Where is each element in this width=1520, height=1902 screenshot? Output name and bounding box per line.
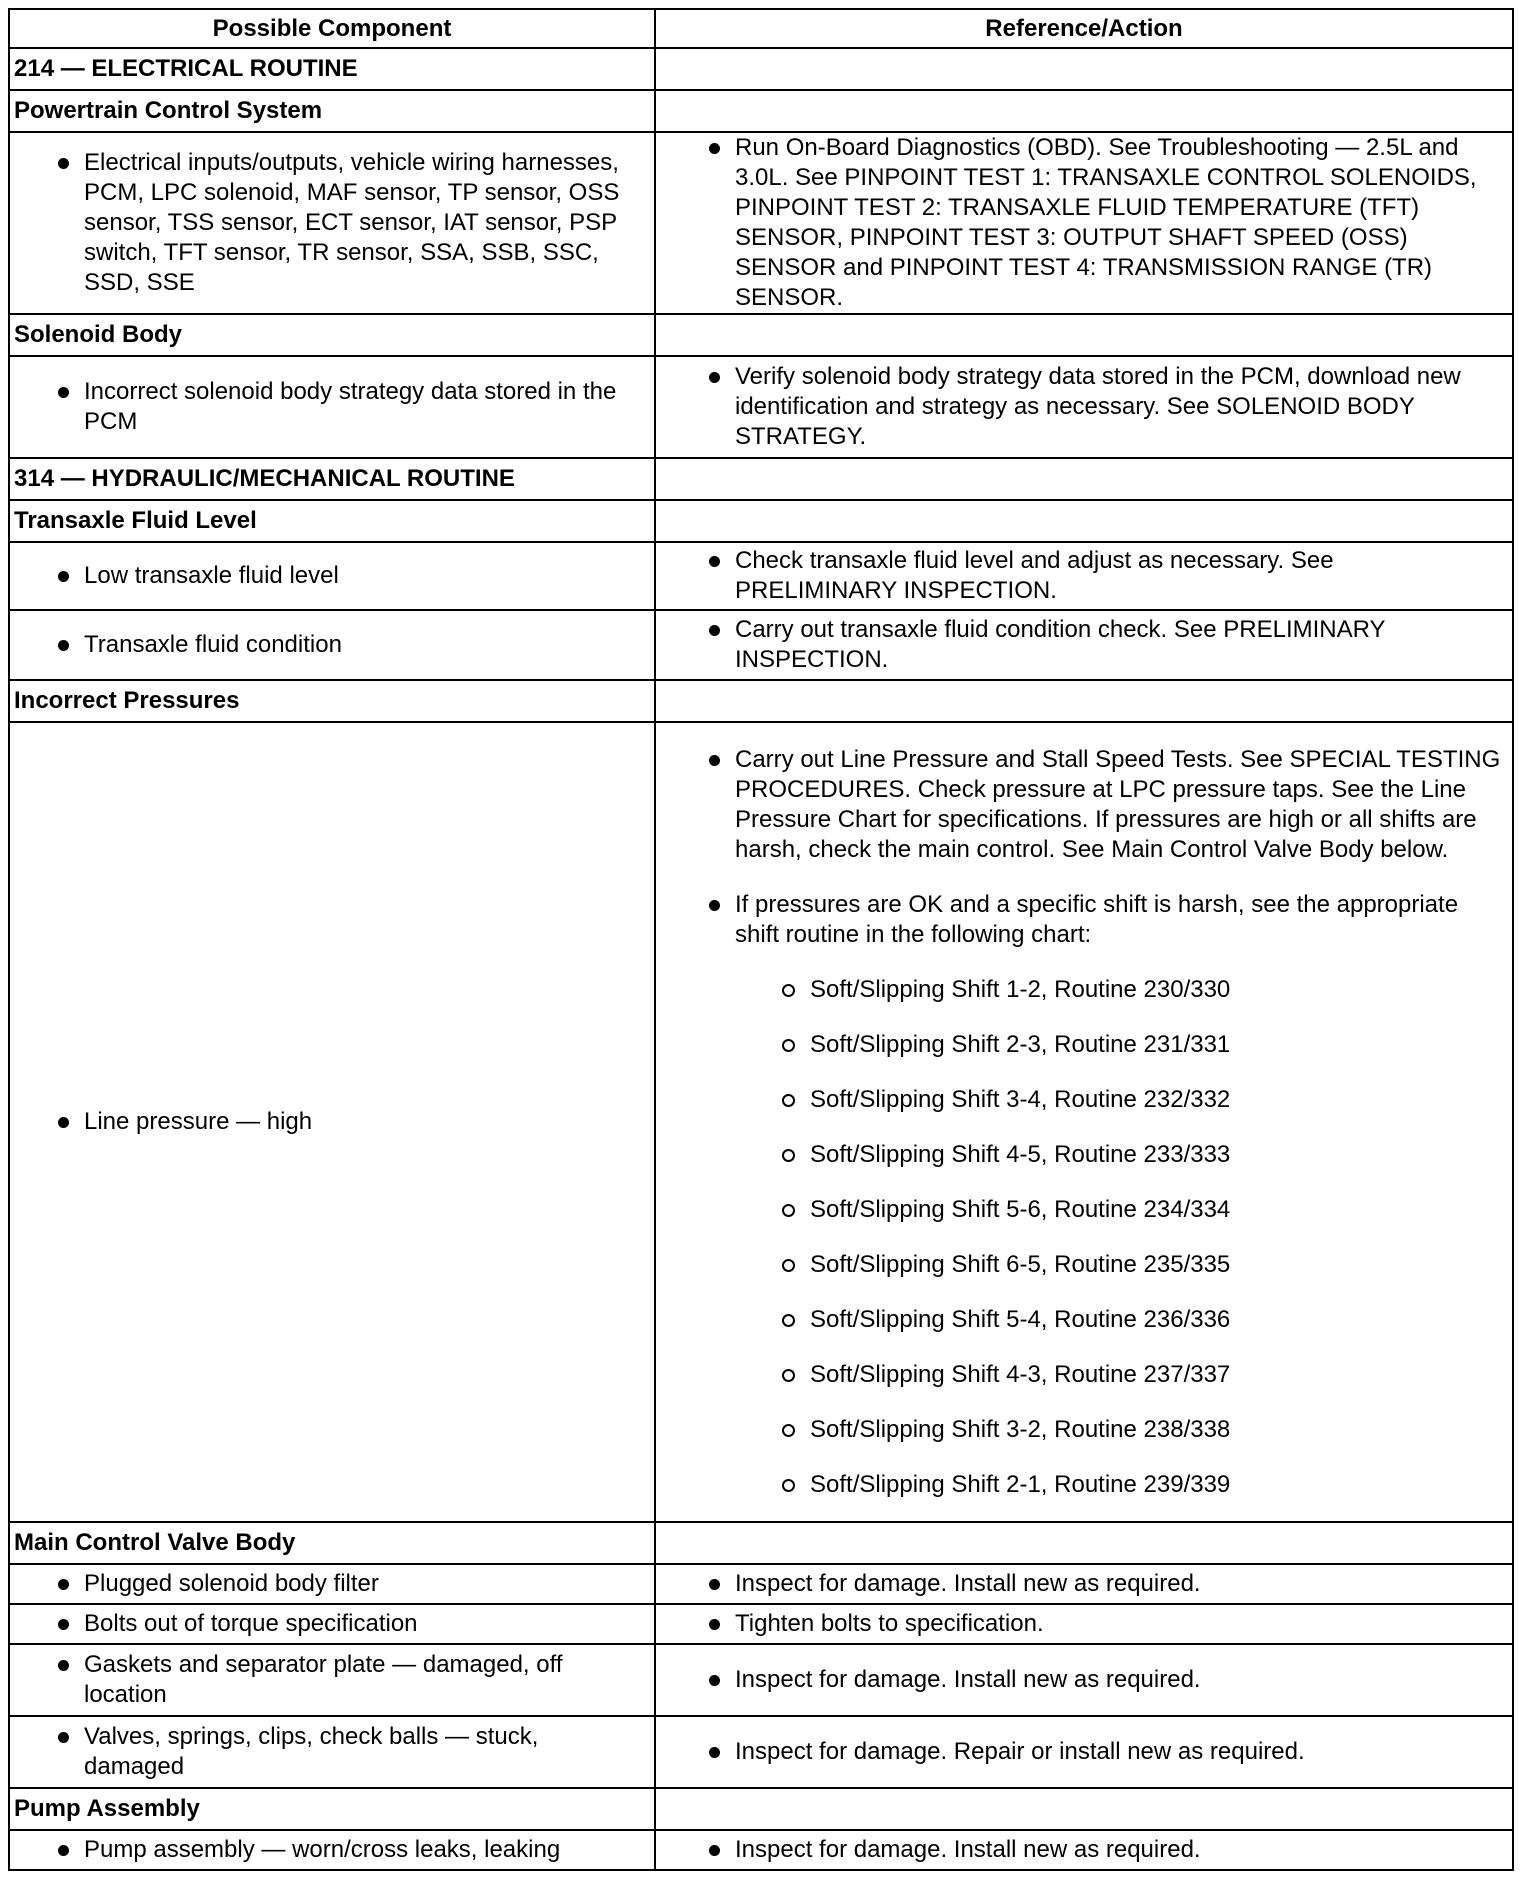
table-row bbox=[9, 1644, 1513, 1716]
section-row bbox=[9, 1788, 1513, 1830]
section-row bbox=[9, 458, 1513, 500]
routine-item: Soft/Slipping Shift 2-1, Routine 239/339 bbox=[656, 1470, 1512, 1500]
component-valves: Valves, springs, clips, check balls — stuck, damaged bbox=[10, 1722, 654, 1782]
table-row bbox=[9, 610, 1513, 680]
empty-cell bbox=[655, 500, 1513, 542]
diagnostic-table-container bbox=[8, 8, 1512, 1871]
empty-cell bbox=[655, 680, 1513, 722]
empty-cell bbox=[655, 48, 1513, 90]
table-row bbox=[9, 356, 1513, 458]
routine-item: Soft/Slipping Shift 4-3, Routine 237/337 bbox=[656, 1360, 1512, 1390]
action-line-pressure-tests: Carry out Line Pressure and Stall Speed Tests. See SPECIAL TESTING PROCEDURES. Check pressure at LPC pressure taps. See the Line Pressure Chart for specifications. If pressures are high or all shifts are harsh, check the main control. See Main Control Valve Body below. bbox=[656, 745, 1512, 865]
routine-item: Soft/Slipping Shift 5-4, Routine 236/336 bbox=[656, 1305, 1512, 1335]
component-fluid-condition: Transaxle fluid condition bbox=[10, 630, 654, 660]
component-powertrain: Electrical inputs/outputs, vehicle wiring harnesses, PCM, LPC solenoid, MAF sensor, TP sensor, OSS sensor, TSS sensor, ECT sensor, IAT sensor, PSP switch, TFT sensor, TR sensor, SSA, SSB, SSC, SSD, SSE bbox=[10, 148, 654, 298]
action-powertrain: Run On-Board Diagnostics (OBD). See Troubleshooting — 2.5L and 3.0L. See PINPOINT TEST 1: TRANSAXLE CONTROL SOLENOIDS, PINPOINT TEST 2: TRANSAXLE FLUID TEMPERATURE (TFT) SENSOR, PINPOINT TEST 3: OUTPUT SHAFT SPEED (OSS) SENSOR and PINPOINT TEST 4: TRANSMISSION RANGE (TR) SENSOR. bbox=[656, 133, 1512, 313]
routine-item: Soft/Slipping Shift 3-2, Routine 238/338 bbox=[656, 1415, 1512, 1445]
section-hydraulic-routine: 314 — HYDRAULIC/MECHANICAL ROUTINE bbox=[9, 458, 655, 500]
table-row bbox=[9, 542, 1513, 610]
header-possible-component: Possible Component bbox=[9, 9, 655, 48]
section-row bbox=[9, 48, 1513, 90]
routine-item: Soft/Slipping Shift 1-2, Routine 230/330 bbox=[656, 975, 1512, 1005]
component-fluid-low: Low transaxle fluid level bbox=[10, 561, 654, 591]
section-pump-assembly: Pump Assembly bbox=[9, 1788, 655, 1830]
section-row bbox=[9, 1522, 1513, 1564]
section-incorrect-pressures: Incorrect Pressures bbox=[9, 680, 655, 722]
header-row bbox=[9, 9, 1513, 48]
action-solenoid: Verify solenoid body strategy data stored in the PCM, download new identification and strategy as necessary. See SOLENOID BODY STRATEGY. bbox=[656, 362, 1512, 452]
component-solenoid: Incorrect solenoid body strategy data stored in the PCM bbox=[10, 377, 654, 437]
section-row bbox=[9, 90, 1513, 132]
table-row bbox=[9, 1830, 1513, 1870]
section-main-control-valve: Main Control Valve Body bbox=[9, 1522, 655, 1564]
section-powertrain-control: Powertrain Control System bbox=[9, 90, 655, 132]
action-bolts: Tighten bolts to specification. bbox=[656, 1609, 1512, 1639]
table-row bbox=[9, 1604, 1513, 1644]
action-shift-routine-intro: If pressures are OK and a specific shift is harsh, see the appropriate shift routine in the following chart: bbox=[656, 890, 1512, 950]
section-row bbox=[9, 500, 1513, 542]
component-pump: Pump assembly — worn/cross leaks, leaking bbox=[10, 1835, 654, 1865]
routine-item: Soft/Slipping Shift 5-6, Routine 234/334 bbox=[656, 1195, 1512, 1225]
diagnostic-table bbox=[8, 8, 1514, 1871]
section-solenoid-body: Solenoid Body bbox=[9, 314, 655, 356]
empty-cell bbox=[655, 1788, 1513, 1830]
empty-cell bbox=[655, 90, 1513, 132]
component-line-pressure: Line pressure — high bbox=[10, 1107, 654, 1137]
component-filter: Plugged solenoid body filter bbox=[10, 1569, 654, 1599]
component-gaskets: Gaskets and separator plate — damaged, off location bbox=[10, 1650, 654, 1710]
routine-item: Soft/Slipping Shift 3-4, Routine 232/332 bbox=[656, 1085, 1512, 1115]
action-fluid-condition: Carry out transaxle fluid condition check. See PRELIMINARY INSPECTION. bbox=[656, 615, 1512, 675]
routine-item: Soft/Slipping Shift 6-5, Routine 235/335 bbox=[656, 1250, 1512, 1280]
table-row bbox=[9, 1716, 1513, 1788]
empty-cell bbox=[655, 1522, 1513, 1564]
empty-cell bbox=[655, 314, 1513, 356]
routine-item: Soft/Slipping Shift 4-5, Routine 233/333 bbox=[656, 1140, 1512, 1170]
section-fluid-level: Transaxle Fluid Level bbox=[9, 500, 655, 542]
empty-cell bbox=[655, 458, 1513, 500]
routine-item: Soft/Slipping Shift 2-3, Routine 231/331 bbox=[656, 1030, 1512, 1060]
section-electrical-routine: 214 — ELECTRICAL ROUTINE bbox=[9, 48, 655, 90]
section-row bbox=[9, 314, 1513, 356]
action-gaskets: Inspect for damage. Install new as required. bbox=[656, 1665, 1512, 1695]
component-bolts: Bolts out of torque specification bbox=[10, 1609, 654, 1639]
section-row bbox=[9, 680, 1513, 722]
action-fluid-low: Check transaxle fluid level and adjust as necessary. See PRELIMINARY INSPECTION. bbox=[656, 546, 1512, 606]
table-row bbox=[9, 722, 1513, 1522]
table-row bbox=[9, 132, 1513, 314]
table-row bbox=[9, 1564, 1513, 1604]
action-pump: Inspect for damage. Install new as required. bbox=[656, 1835, 1512, 1865]
action-valves: Inspect for damage. Repair or install new as required. bbox=[656, 1737, 1512, 1767]
header-reference-action: Reference/Action bbox=[655, 9, 1513, 48]
action-filter: Inspect for damage. Install new as required. bbox=[656, 1569, 1512, 1599]
